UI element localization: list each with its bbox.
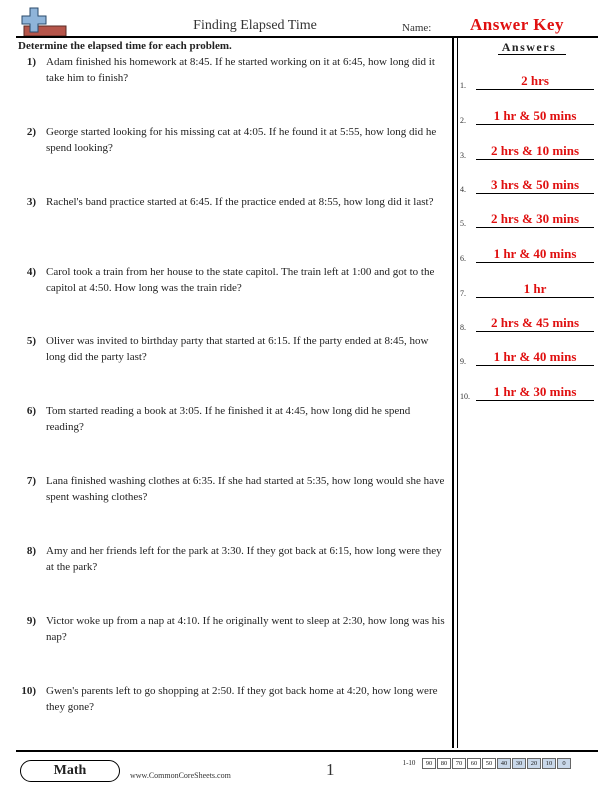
- subject-badge: Math: [20, 760, 120, 782]
- answer-line: [476, 159, 594, 160]
- page-title: Finding Elapsed Time: [193, 18, 317, 33]
- question-text: Amy and her friends left for the park at 3:30. If they got back at 6:15, how long were they at the park?: [46, 545, 442, 573]
- answer-value: 1 hr & 40 mins: [493, 349, 577, 364]
- commoncore-logo-icon: [18, 6, 68, 38]
- answer-value: 2 hrs: [521, 73, 549, 88]
- score-cell: 20: [527, 758, 541, 769]
- answer-7: [460, 282, 600, 298]
- score-cell: 70: [452, 758, 466, 769]
- page-number: 1: [326, 760, 335, 779]
- answers-divider: [457, 38, 458, 748]
- answer-line: [476, 331, 594, 332]
- answer-5: [460, 212, 600, 228]
- answer-value: 2 hrs & 45 mins: [490, 315, 580, 330]
- answer-value: 2 hrs & 30 mins: [490, 211, 580, 226]
- answer-10: [460, 385, 600, 401]
- answer-6: [460, 247, 600, 263]
- answer-number: 4.: [460, 185, 466, 194]
- question-text: Gwen's parents left to go shopping at 2:50. If they got back home at 4:20, how long were they gone?: [46, 685, 438, 713]
- question-number: 1): [26, 56, 36, 68]
- score-cell: 0: [557, 758, 571, 769]
- answer-number: 6.: [460, 254, 466, 263]
- answer-number: 8.: [460, 323, 466, 332]
- score-cell: 60: [467, 758, 481, 769]
- answer-value: 1 hr & 40 mins: [493, 246, 577, 261]
- answers-divider: [452, 38, 454, 748]
- answer-8: [460, 316, 600, 332]
- answer-4: [460, 178, 600, 194]
- score-cell: 80: [437, 758, 451, 769]
- question-text: George started looking for his missing cat at 4:05. If he found it at 5:55, how long did he spend looking?: [46, 126, 437, 154]
- name-value: Answer Key: [470, 15, 564, 34]
- header-rule: [16, 36, 598, 38]
- answer-2: [460, 109, 600, 125]
- question-number: 5): [26, 335, 36, 347]
- question-number: 7): [26, 475, 36, 487]
- answer-number: 5.: [460, 219, 466, 228]
- answer-line: [476, 227, 594, 228]
- question-number: 3): [26, 196, 36, 208]
- answer-number: 7.: [460, 289, 466, 298]
- answer-1: [460, 74, 600, 90]
- question-number: 6): [26, 405, 36, 417]
- answer-line: [476, 365, 594, 366]
- answer-value: 1 hr & 30 mins: [493, 384, 577, 399]
- score-label: 1-10: [402, 759, 416, 767]
- answer-line: [476, 124, 594, 125]
- answer-number: 10.: [460, 392, 470, 401]
- answer-value: 3 hrs & 50 mins: [490, 177, 580, 192]
- answer-line: [476, 400, 594, 401]
- score-cell: 40: [497, 758, 511, 769]
- answer-number: 1.: [460, 81, 466, 90]
- score-cell: 90: [422, 758, 436, 769]
- answer-value: 1 hr & 50 mins: [493, 108, 577, 123]
- answer-number: 9.: [460, 357, 466, 366]
- footer-rule: [16, 750, 598, 752]
- question-text: Carol took a train from her house to the state capitol. The train left at 1:00 and got to the capitol at 4:50. How long was the train ride?: [46, 266, 435, 294]
- question-text: Lana finished washing clothes at 6:35. If she had started at 5:35, how long would she have spent washing clothes?: [46, 475, 445, 503]
- question-number: 2): [26, 126, 36, 138]
- answer-number: 3.: [460, 151, 466, 160]
- answer-line: [476, 193, 594, 194]
- question-number: 8): [26, 545, 36, 557]
- answer-9: [460, 350, 600, 366]
- answers-heading: Answers: [501, 40, 557, 54]
- question-text: Rachel's band practice started at 6:45. If the practice ended at 8:55, how long did it last?: [46, 196, 434, 208]
- answer-3: [460, 144, 600, 160]
- answer-number: 2.: [460, 116, 466, 125]
- answer-line: [476, 89, 594, 90]
- question-text: Tom started reading a book at 3:05. If he finished it at 4:45, how long did he spend reading?: [46, 405, 411, 433]
- answer-line: [476, 297, 594, 298]
- score-chart: [397, 758, 571, 769]
- question-number: 4): [26, 266, 36, 278]
- question-text: Victor woke up from a nap at 4:10. If he originally went to sleep at 2:30, how long was his nap?: [46, 615, 445, 643]
- question-text: Adam finished his homework at 8:45. If he started working on it at 6:45, how long did it take him to finish?: [46, 56, 435, 84]
- answer-line: [476, 262, 594, 263]
- name-label: Name:: [402, 22, 432, 34]
- answers-heading-underline: [498, 54, 566, 55]
- site-url: www.CommonCoreSheets.com: [130, 771, 231, 780]
- answer-value: 1 hr: [523, 281, 547, 296]
- question-number: 10): [21, 685, 36, 697]
- question-number: 9): [26, 615, 36, 627]
- answer-value: 2 hrs & 10 mins: [490, 143, 580, 158]
- instructions: Determine the elapsed time for each problem.: [18, 40, 232, 52]
- question-text: Oliver was invited to birthday party that started at 6:15. If the party ended at 8:45, how long did the party last?: [46, 335, 429, 363]
- score-cell: 30: [512, 758, 526, 769]
- score-cell: 10: [542, 758, 556, 769]
- score-cell: 50: [482, 758, 496, 769]
